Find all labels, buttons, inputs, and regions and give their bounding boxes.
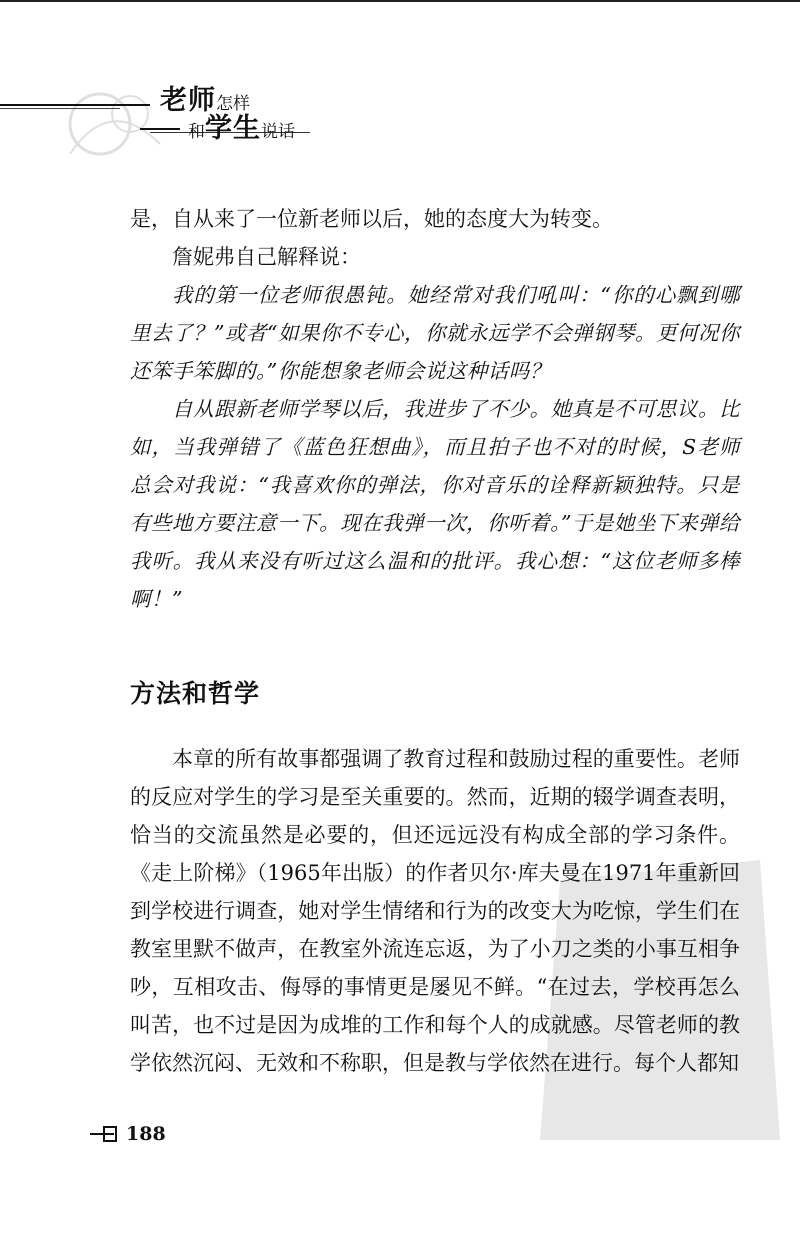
paragraph-intro-quote: 詹妮弗自己解释说： bbox=[172, 245, 361, 269]
header-title-big-1: 老师 bbox=[160, 85, 216, 116]
running-header bbox=[0, 70, 420, 144]
header-title-small-1: 怎样 bbox=[216, 94, 250, 114]
page-number bbox=[90, 1123, 166, 1149]
top-rule bbox=[0, 0, 800, 2]
header-rule-left bbox=[0, 104, 150, 106]
quote-paragraph-1: 我的第一位老师很愚钝。她经常对我们吼叫：“你的心飘到哪里去了？”或者“如果你不专心，你就永远学不会弹钢琴。更何况你还笨手笨脚的。”你能想象老师会说这种话吗？ bbox=[130, 283, 740, 383]
section-body-paragraph: 本章的所有故事都强调了教育过程和鼓励过程的重要性。老师的反应对学生的学习是至关重要的。然而，近期的辍学调查表明，恰当的交流虽然是必要的，但还远远没有构成全部的学习条件。《走上阶梯》（1965年出版）的作者贝尔·库夫曼在1971年重新回到学校进行调查，她对学生情绪和行为的改变大为吃惊，学生们在教室里默不做声，在教室外流连忘返，为了小刀之类的小事互相争吵，互相攻击、侮辱的事情更是屡见不鲜。“在过去，学校再怎么叫苦，也不过是因为成堆的工作和每个人的成就感。尽管老师的教学依然沉闷、无效和不称职，但是教与学依然在进行。每个人都知 bbox=[130, 747, 740, 1075]
header-rule-left-thin bbox=[0, 108, 120, 109]
watermark-icon bbox=[520, 840, 800, 1160]
paragraph-continued: 是，自从来了一位新老师以后，她的态度大为转变。 bbox=[130, 207, 613, 231]
header-title-line2 bbox=[188, 106, 295, 145]
quote-paragraph-2: 自从跟新老师学琴以后，我进步了不少。她真是不可思议。比如，当我弹错了《蓝色狂想曲》，而且拍子也不对的时候，S老师总会对我说：“我喜欢你的弹法，你对音乐的诠释新颖独特。只是有些地方要注意一下。现在我弹一次，你听着。”于是她坐下来弹给我听。我从来没有听过这么温和的批评。我心想：“这位老师多棒啊！” bbox=[130, 397, 740, 611]
section-heading: 方法和哲学 bbox=[130, 679, 261, 708]
header-rule-right-thick bbox=[140, 128, 180, 130]
header-title-big-2: 学生 bbox=[205, 113, 261, 144]
header-title-small-2: 和 bbox=[188, 122, 205, 142]
page-arrow-icon bbox=[90, 1124, 120, 1144]
header-title-small-3: 说话 bbox=[261, 122, 295, 142]
page-number-text: 188 bbox=[126, 1123, 166, 1145]
